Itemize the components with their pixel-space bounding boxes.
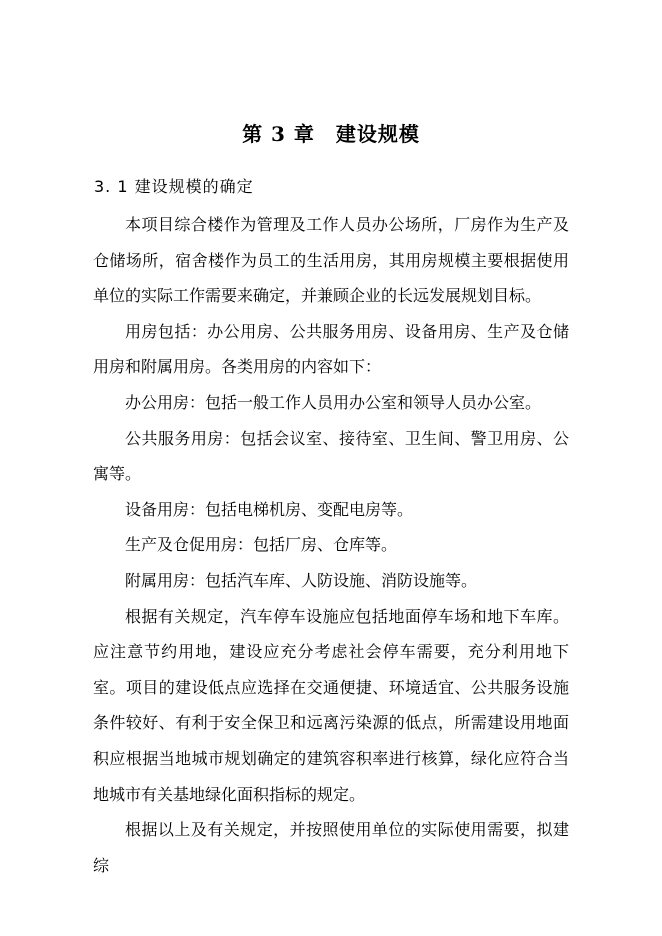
- body-text: [93, 207, 569, 883]
- paragraph: 公共服务用房：包括会议室、接待室、卫生间、警卫用房、公寓等。: [93, 428, 569, 484]
- chapter-title: 第 3 章 建设规模: [242, 122, 420, 146]
- paragraph: 生产及仓促用房：包括厂房、仓库等。: [125, 535, 398, 555]
- paragraph: 设备用房：包括电梯机房、变配电房等。: [125, 499, 414, 519]
- paragraph: 本项目综合楼作为管理及工作人员办公场所，厂房作为生产及仓储场所，宿舍楼作为员工的生活用房，其用房规模主要根据使用单位的实际工作需要来确定，并兼顾企业的长远发展规划目标。: [93, 215, 569, 306]
- section-title: 3. 1 建设规模的确定: [94, 177, 254, 196]
- paragraph: 用房包括：办公用房、公共服务用房、设备用房、生产及仓储用房和附属用房。各类用房的内容如下：: [93, 321, 569, 377]
- paragraph: 附属用房：包括汽车库、人防设施、消防设施等。: [125, 570, 478, 590]
- paragraph: 根据以上及有关规定，并按照使用单位的实际使用需要，拟建综: [93, 820, 569, 875]
- paragraph: 办公用房：包括一般工作人员用办公室和领导人员办公室。: [125, 392, 542, 412]
- paragraph: 根据有关规定，汽车停车设施应包括地面停车场和地下车库。应注意节约用地，建设应充分考虑社会停车需要，充分利用地下室。项目的建设低点应选择在交通便捷、环境适宜、公共服务设施条件较好、有利于安全保卫和远离污染源的低点，所需建设用地面积应根据当地城市规划确定的建筑容积率进行核算，绿化应符合当地城市有关基地绿化面积指标的规定。: [93, 606, 569, 804]
